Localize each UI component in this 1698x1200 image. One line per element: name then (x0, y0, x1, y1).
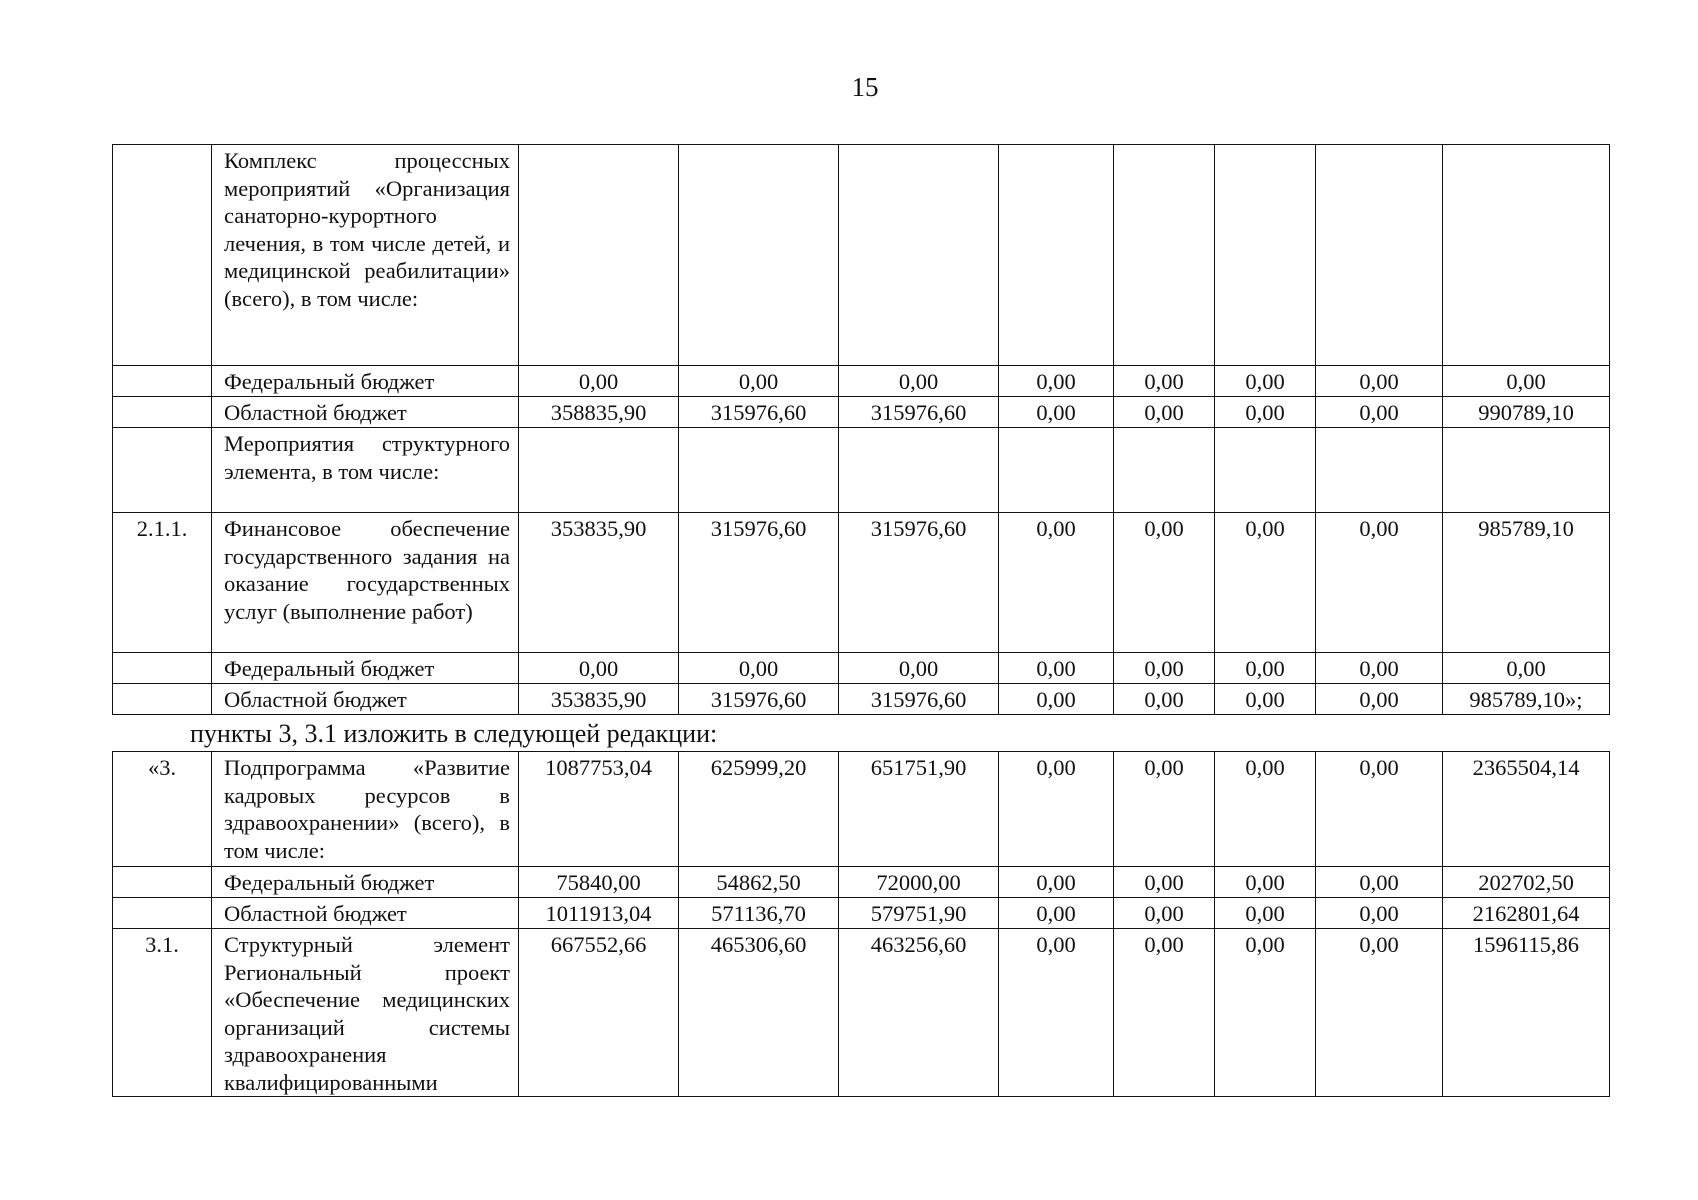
amount-cell: 72000,00 (839, 867, 999, 898)
amount-cell: 579751,90 (839, 898, 999, 929)
row-code-cell (113, 867, 212, 898)
amount-cell: 0,00 (999, 684, 1114, 715)
amount-cell: 0,00 (839, 366, 999, 397)
amount-cell (1443, 428, 1610, 513)
amount-cell: 315976,60 (679, 513, 839, 653)
amount-cell: 0,00 (1114, 898, 1215, 929)
amount-cell: 0,00 (519, 653, 679, 684)
amount-cell: 0,00 (1316, 684, 1443, 715)
amount-cell: 0,00 (1215, 366, 1316, 397)
amount-cell: 0,00 (1316, 752, 1443, 867)
amount-cell (839, 428, 999, 513)
amount-cell: 0,00 (1114, 513, 1215, 653)
amount-cell: 0,00 (1215, 513, 1316, 653)
table-row (113, 513, 1610, 653)
amount-cell: 465306,60 (679, 929, 839, 1097)
amount-cell: 2162801,64 (1443, 898, 1610, 929)
amount-cell: 0,00 (1114, 867, 1215, 898)
amount-cell: 0,00 (1114, 929, 1215, 1097)
amount-cell: 571136,70 (679, 898, 839, 929)
row-name-cell: Финансовое обеспечение государственного задания на оказание государственных услуг (выполнение работ) (212, 513, 519, 653)
amendment-instruction: пункты 3, 3.1 изложить в следующей редакции: (190, 719, 718, 748)
table-body (113, 145, 1610, 715)
amount-cell: 0,00 (1316, 653, 1443, 684)
amount-cell: 202702,50 (1443, 867, 1610, 898)
amount-cell: 0,00 (1443, 653, 1610, 684)
row-code-cell (113, 397, 212, 428)
amount-cell: 315976,60 (679, 684, 839, 715)
amount-cell: 0,00 (1316, 867, 1443, 898)
row-name-cell: Областной бюджет (212, 397, 519, 428)
amount-cell (999, 428, 1114, 513)
table-row (113, 145, 1610, 366)
amount-cell (1316, 145, 1443, 366)
amount-cell: 0,00 (679, 653, 839, 684)
row-name-cell: Федеральный бюджет (212, 867, 519, 898)
amount-cell: 990789,10 (1443, 397, 1610, 428)
amount-cell: 0,00 (1114, 397, 1215, 428)
amount-cell (1443, 145, 1610, 366)
row-code-cell (113, 653, 212, 684)
amount-cell: 0,00 (999, 366, 1114, 397)
amount-cell: 0,00 (999, 752, 1114, 867)
table-row (113, 653, 1610, 684)
amount-cell: 0,00 (1316, 397, 1443, 428)
table-row (113, 929, 1610, 1097)
amount-cell: 1087753,04 (519, 752, 679, 867)
amount-cell: 0,00 (1215, 684, 1316, 715)
table-body (113, 752, 1610, 1097)
amount-cell (519, 428, 679, 513)
row-name-cell: Мероприятия структурного элемента, в том числе: (212, 428, 519, 513)
amount-cell: 0,00 (999, 397, 1114, 428)
amount-cell: 0,00 (1215, 867, 1316, 898)
row-code-cell: 3.1. (113, 929, 212, 1097)
amount-cell (1114, 428, 1215, 513)
amount-cell: 0,00 (1215, 898, 1316, 929)
amount-cell: 625999,20 (679, 752, 839, 867)
row-code-cell (113, 684, 212, 715)
row-code-cell (113, 898, 212, 929)
table-row (113, 428, 1610, 513)
amount-cell: 0,00 (1114, 684, 1215, 715)
row-name-cell: Структурный элемент Региональный проект «Обеспечение медицинских организаций системы здравоохранения квалифицированными (212, 929, 519, 1097)
row-name-cell: Подпрограмма «Развитие кадровых ресурсов в здравоохранении» (всего), в том числе: (212, 752, 519, 867)
amount-cell: 667552,66 (519, 929, 679, 1097)
amount-cell: 315976,60 (839, 513, 999, 653)
amount-cell: 0,00 (1215, 929, 1316, 1097)
amount-cell (839, 145, 999, 366)
amount-cell: 463256,60 (839, 929, 999, 1097)
amount-cell (1316, 428, 1443, 513)
amount-cell: 985789,10 (1443, 513, 1610, 653)
amount-cell: 0,00 (1443, 366, 1610, 397)
row-name-cell: Федеральный бюджет (212, 366, 519, 397)
amount-cell: 0,00 (519, 366, 679, 397)
budget-table-continuation (112, 144, 1610, 715)
row-code-cell: 2.1.1. (113, 513, 212, 653)
amount-cell: 0,00 (1114, 653, 1215, 684)
table-row (113, 397, 1610, 428)
row-name-cell: Областной бюджет (212, 684, 519, 715)
amount-cell: 0,00 (1316, 929, 1443, 1097)
amount-cell (679, 428, 839, 513)
amount-cell (1215, 145, 1316, 366)
amount-cell: 315976,60 (839, 684, 999, 715)
amount-cell: 358835,90 (519, 397, 679, 428)
amount-cell: 0,00 (1215, 752, 1316, 867)
table-row (113, 898, 1610, 929)
amount-cell (999, 145, 1114, 366)
amount-cell: 651751,90 (839, 752, 999, 867)
amount-cell (1114, 145, 1215, 366)
amount-cell: 315976,60 (679, 397, 839, 428)
amount-cell: 0,00 (999, 929, 1114, 1097)
table-row (113, 867, 1610, 898)
amount-cell: 2365504,14 (1443, 752, 1610, 867)
table-row (113, 684, 1610, 715)
amount-cell: 0,00 (1316, 513, 1443, 653)
row-code-cell: «3. (113, 752, 212, 867)
amount-cell: 0,00 (999, 513, 1114, 653)
amount-cell (519, 145, 679, 366)
amount-cell: 1011913,04 (519, 898, 679, 929)
amount-cell: 315976,60 (839, 397, 999, 428)
amount-cell: 0,00 (1215, 397, 1316, 428)
row-code-cell (113, 145, 212, 366)
amount-cell: 1596115,86 (1443, 929, 1610, 1097)
page-number: 15 (851, 72, 879, 102)
row-name-cell: Областной бюджет (212, 898, 519, 929)
amount-cell: 0,00 (999, 653, 1114, 684)
amount-cell: 0,00 (1316, 898, 1443, 929)
amount-cell: 985789,10»; (1443, 684, 1610, 715)
amount-cell: 0,00 (1316, 366, 1443, 397)
amount-cell: 0,00 (999, 867, 1114, 898)
amount-cell (1215, 428, 1316, 513)
amount-cell: 0,00 (839, 653, 999, 684)
row-name-cell: Комплекс процессных мероприятий «Организация санаторно-курортного лечения, в том числе детей, и медицинской реабилитации» (всего), в том числе: (212, 145, 519, 366)
amount-cell: 0,00 (1114, 366, 1215, 397)
row-code-cell (113, 428, 212, 513)
row-code-cell (113, 366, 212, 397)
amount-cell: 0,00 (1114, 752, 1215, 867)
amount-cell: 75840,00 (519, 867, 679, 898)
amount-cell: 0,00 (679, 366, 839, 397)
row-name-cell: Федеральный бюджет (212, 653, 519, 684)
table-row (113, 752, 1610, 867)
table-row (113, 366, 1610, 397)
amount-cell (679, 145, 839, 366)
amount-cell: 353835,90 (519, 513, 679, 653)
amount-cell: 353835,90 (519, 684, 679, 715)
amount-cell: 0,00 (1215, 653, 1316, 684)
amount-cell: 54862,50 (679, 867, 839, 898)
amount-cell: 0,00 (999, 898, 1114, 929)
budget-table-subprogram-3 (112, 751, 1610, 1097)
